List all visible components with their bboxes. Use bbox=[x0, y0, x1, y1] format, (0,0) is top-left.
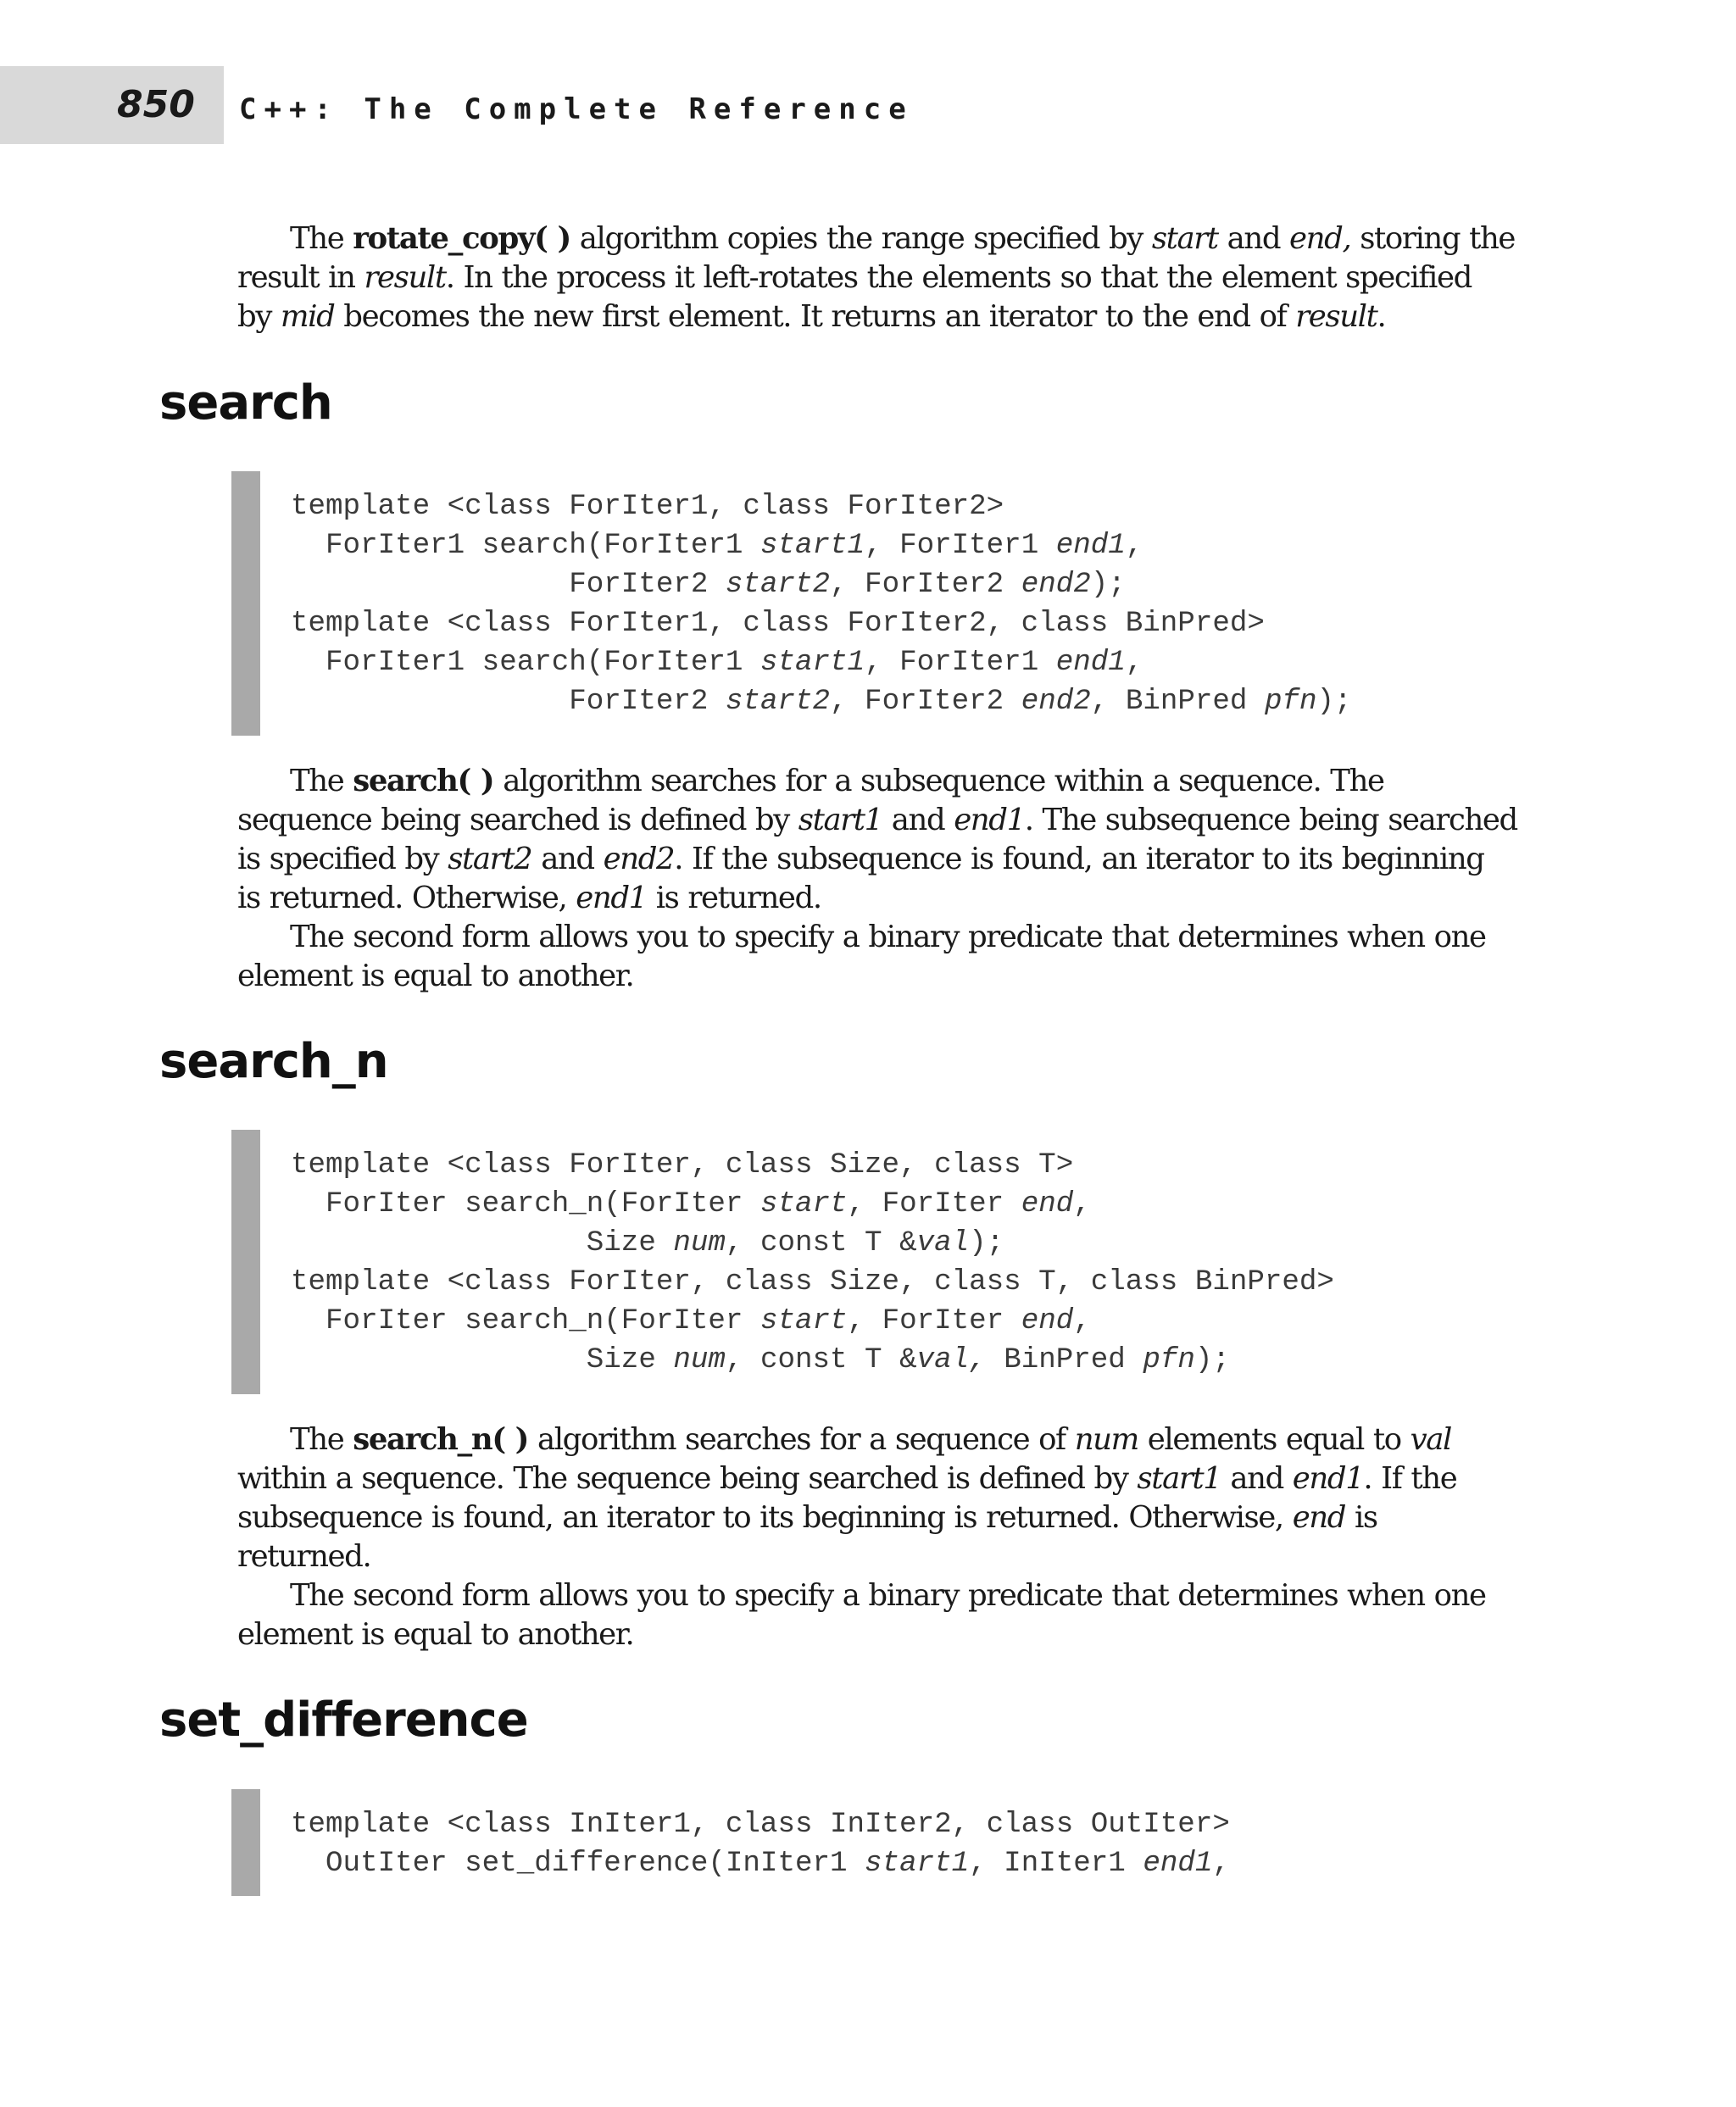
search-n-description bbox=[237, 1420, 1496, 1654]
code-line: ForIter search_n(ForIter start, ForIter end, bbox=[291, 1188, 1091, 1220]
code-line: ForIter2 start2, ForIter2 end2); bbox=[291, 569, 1126, 601]
code-line: template <class InIter1, class InIter2, class OutIter> bbox=[291, 1809, 1230, 1841]
code-line: template <class ForIter, class Size, class T> bbox=[291, 1149, 1074, 1181]
code-line: OutIter set_difference(InIter1 start1, InIter1 end1, bbox=[291, 1848, 1230, 1880]
code-line: template <class ForIter1, class ForIter2, class BinPred> bbox=[291, 608, 1265, 640]
text-line: sequence being searched is defined by start1 and end1. The subsequence being searched bbox=[237, 803, 1517, 837]
text-line: is specified by start2 and end2. If the subsequence is found, an iterator to its beginning bbox=[237, 842, 1484, 876]
code-line: Size num, const T &val); bbox=[291, 1227, 1004, 1259]
text-line: element is equal to another. bbox=[237, 959, 634, 993]
set-difference-code-block bbox=[291, 1805, 1230, 1883]
search-code-block bbox=[291, 487, 1352, 721]
code-line: ForIter1 search(ForIter1 start1, ForIter1 end1, bbox=[291, 530, 1143, 562]
rotate-copy-description bbox=[237, 220, 1516, 336]
code-line: template <class ForIter, class Size, class T, class BinPred> bbox=[291, 1266, 1334, 1298]
page-number: 850 bbox=[117, 83, 195, 126]
code-sidebar-bar bbox=[231, 471, 260, 736]
code-line: ForIter search_n(ForIter start, ForIter end, bbox=[291, 1305, 1091, 1337]
running-header-title: C++: The Complete Reference bbox=[239, 92, 914, 126]
text-line: The rotate_copy( ) algorithm copies the range specified by start and end, storing the bbox=[290, 221, 1516, 256]
text-line: within a sequence. The sequence being searched is defined by start1 and end1. If the bbox=[237, 1461, 1457, 1496]
text-line: is returned. Otherwise, end1 is returned. bbox=[237, 881, 821, 915]
text-line: by mid becomes the new first element. It returns an iterator to the end of result. bbox=[237, 299, 1386, 334]
section-heading-set-difference: set_difference bbox=[159, 1693, 528, 1748]
code-line: template <class ForIter1, class ForIter2> bbox=[291, 491, 1004, 523]
text-line: returned. bbox=[237, 1539, 371, 1574]
search-n-code-block bbox=[291, 1146, 1334, 1380]
text-line: result in result. In the process it left-rotates the elements so that the element specified bbox=[237, 260, 1472, 295]
code-line: ForIter1 search(ForIter1 start1, ForIter1 end1, bbox=[291, 647, 1143, 679]
text-line: The search_n( ) algorithm searches for a sequence of num elements equal to val bbox=[290, 1422, 1451, 1457]
text-line: The second form allows you to specify a binary predicate that determines when one bbox=[290, 920, 1486, 954]
code-sidebar-bar bbox=[231, 1130, 260, 1394]
section-heading-search: search bbox=[159, 375, 332, 431]
text-line: The second form allows you to specify a binary predicate that determines when one bbox=[290, 1578, 1486, 1613]
section-heading-search-n: search_n bbox=[159, 1034, 388, 1089]
text-line: subsequence is found, an iterator to its beginning is returned. Otherwise, end is bbox=[237, 1500, 1377, 1535]
code-line: ForIter2 start2, ForIter2 end2, BinPred pfn); bbox=[291, 686, 1352, 718]
text-line: The search( ) algorithm searches for a subsequence within a sequence. The bbox=[290, 764, 1384, 798]
text-line: element is equal to another. bbox=[237, 1617, 634, 1652]
code-line: Size num, const T &val, BinPred pfn); bbox=[291, 1344, 1230, 1376]
search-description bbox=[237, 762, 1517, 996]
code-sidebar-bar bbox=[231, 1789, 260, 1896]
